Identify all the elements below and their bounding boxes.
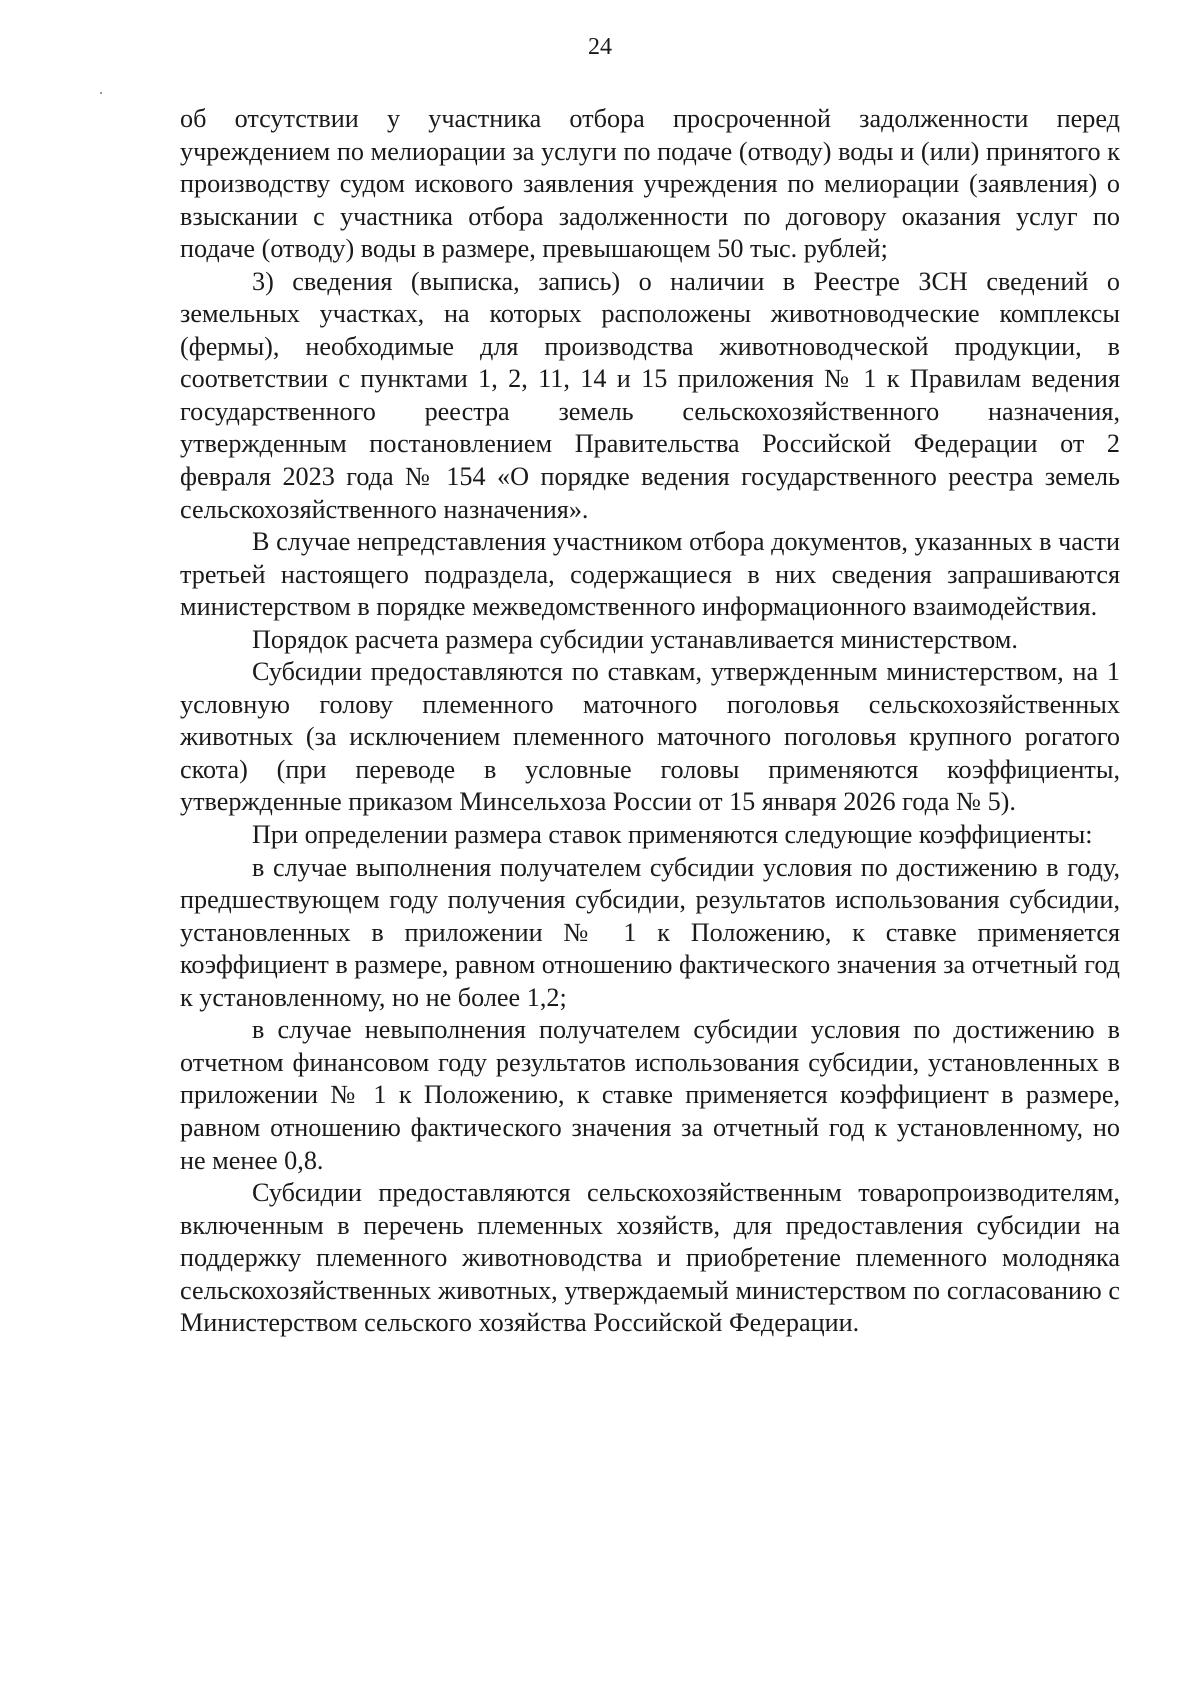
paragraph-coefficient-achieved: в случае выполнения получателем субсидии условия по достижению в году, предшествующем году получения субсидии, результатов использования субсидии, установленных в приложении № 1 к Положению, к ставке применяется коэффициент в размере, равном отношению фактического значения за отчетный год к установленному, но не более 1,2; (180, 852, 1120, 1012)
paragraph-coefficient-not-achieved: в случае невыполнения получателем субсидии условия по достижению в отчетном финансовом году результатов использования субсидии, установленных в приложении № 1 к Положению, к ставке применяется коэффициент в размере, равном отношению фактического значения за отчетный год к установленному, но не менее 0,8. (180, 1015, 1120, 1175)
paragraph-subsidy-rates: Субсидии предоставляются по ставкам, утвержденным министерством, на 1 условную голову племенного маточного поголовья сельскохозяйственных животных (за исключением племенного маточного поголовья крупного рогатого скота) (при переводе в условные головы применяются коэффициенты, утвержденные приказом Минсельхоза России от 15 января 2026 года № 5). (180, 657, 1120, 817)
paragraph-calculation-order: Порядок расчета размера субсидии устанавливается министерством. (252, 624, 1018, 654)
scan-speck (100, 92, 102, 94)
paragraph-coefficients-intro: При определении размера ставок применяются следующие коэффициенты: (252, 820, 1093, 850)
page-number: 24 (588, 34, 612, 60)
paragraph-debt-continuation: об отсутствии у участника отбора просроченной задолженности перед учреждением по мелиорации за услуги по подаче (отводу) воды и (или) принятого к производству судом искового заявления учреждения по мелиорации (заявления) о взыскании с участника отбора задолженности по договору оказания услуг по подаче (отводу) воды в размере, превышающем 50 тыс. рублей; (180, 104, 1120, 264)
paragraph-item-3-zsn-registry: 3) сведения (выписка, запись) о наличии в Реестре ЗСН сведений о земельных участках, на которых расположены животноводческие комплексы (фермы), необходимые для производства животноводческой продукции, в соответствии с пунктами 1, 2, 11, 14 и 15 приложения № 1 к Правилам ведения государственного реестра земель сельскохозяйственного назначения, утвержденным постановлением Правительства Российской Федерации от 2 февраля 2023 года № 154 «О порядке ведения государственного реестра земель сельскохозяйственного назначения». (180, 266, 1120, 524)
paragraph-interagency-request: В случае непредставления участником отбора документов, указанных в части третьей настоящего подраздела, содержащиеся в них сведения запрашиваются министерством в порядке межведомственного информационного взаимодействия. (180, 527, 1120, 622)
paragraph-breeding-farms: Субсидии предоставляются сельскохозяйственным товаропроизводителям, включенным в перечень племенных хозяйств, для предоставления субсидии на поддержку племенного животноводства и приобретение племенного молодняка сельскохозяйственных животных, утверждаемый министерством по согласованию с Министерством сельского хозяйства Российской Федерации. (180, 1178, 1120, 1338)
document-body (180, 103, 1120, 1340)
